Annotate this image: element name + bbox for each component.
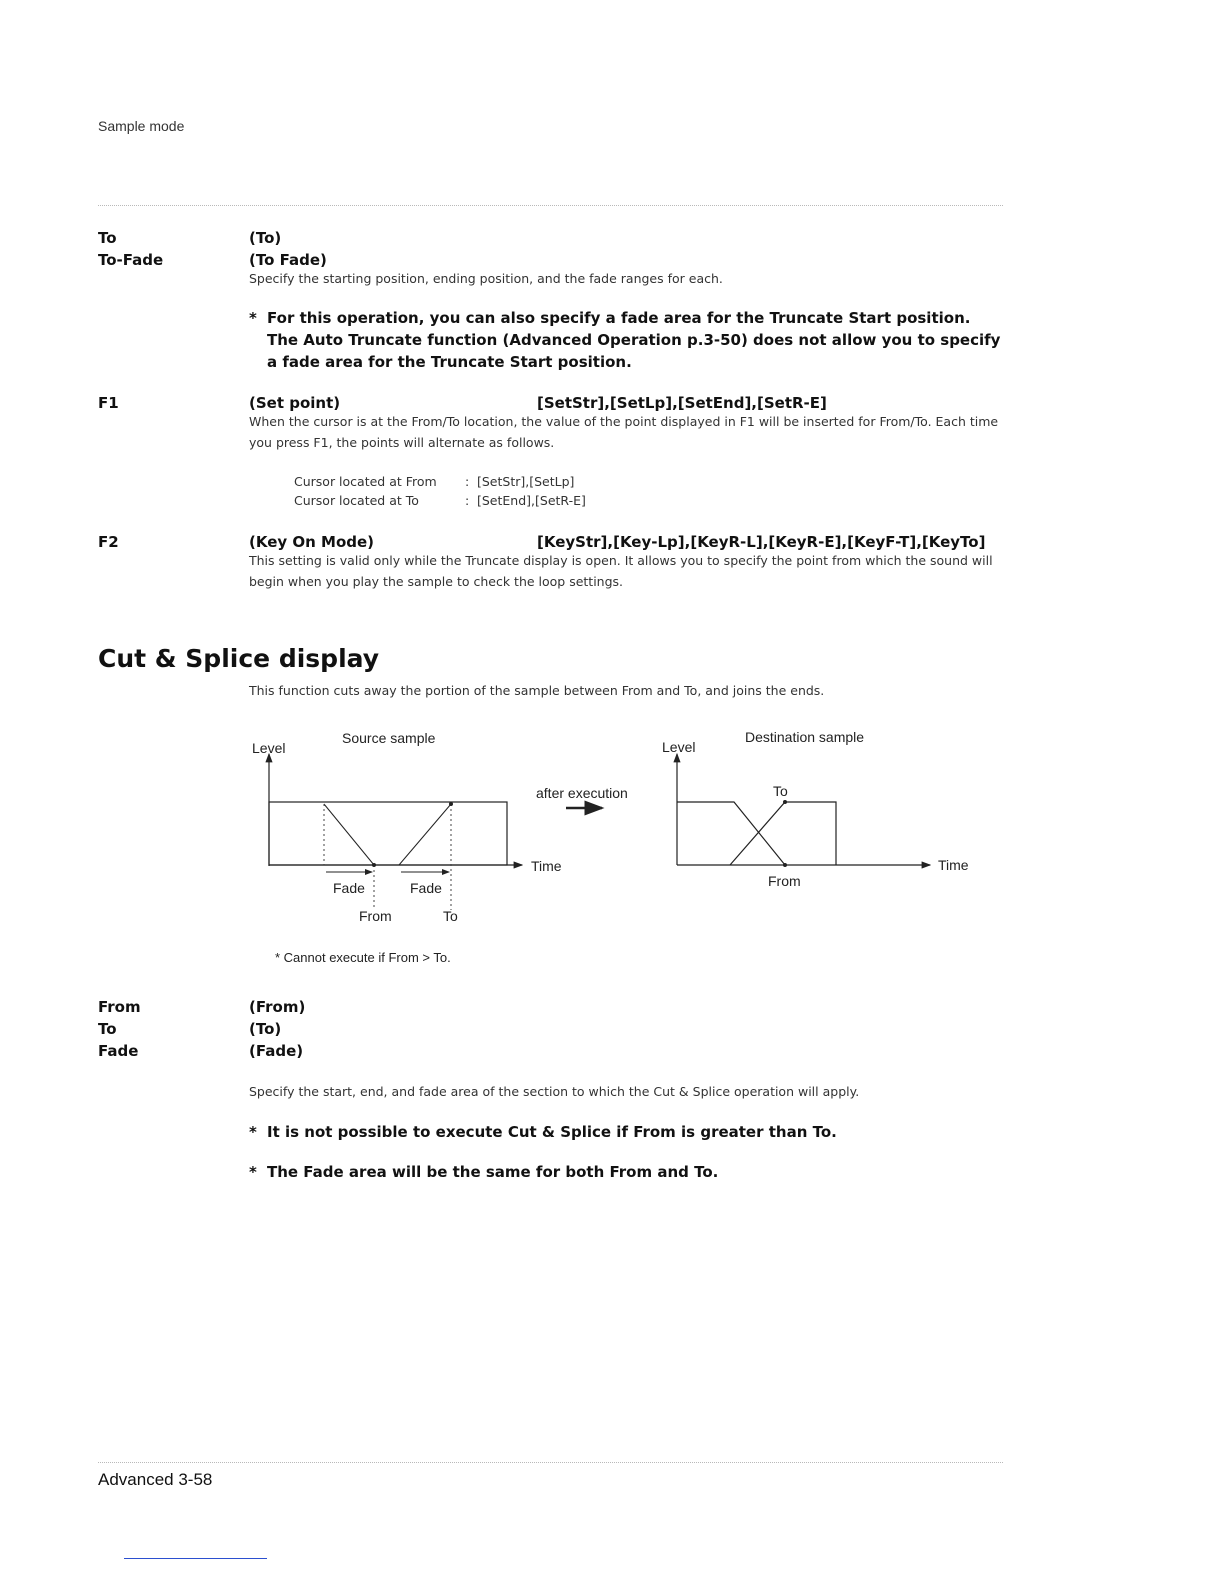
f2-description: This setting is valid only while the Truncate display is open. It allows you to specify the point from which the sound will begin when you play the sample to check the loop settings. [249, 553, 993, 589]
cut-splice-diagram [240, 720, 1000, 980]
source-to-point [449, 802, 453, 806]
dest-to-point [783, 800, 787, 804]
note-bullet: * [249, 1123, 257, 1141]
source-from-point [372, 863, 376, 867]
bottom-accent-line [124, 1558, 267, 1559]
param-desc-to-fade: Specify the starting position, ending position, and the fade ranges for each. [249, 271, 723, 286]
note-from-greater [249, 1121, 1003, 1143]
note-fade-same-text: The Fade area will be the same for both From and To. [267, 1163, 719, 1181]
f1-row-from-sep: : [465, 474, 470, 489]
f1-values: [SetStr],[SetLp],[SetEnd],[SetR-E] [537, 394, 827, 412]
source-fade-in-line [399, 804, 451, 865]
dest-title: Destination sample [745, 729, 865, 745]
note-bullet: * [249, 309, 257, 327]
note-truncate-text: For this operation, you can also specify a fade area for the Truncate Start position. The Auto Truncate function (Advanced Operation p.3-50) does not allow you to specify a fade area for the Truncate Start position. [267, 309, 1001, 371]
source-fade-out-line [324, 804, 374, 865]
dest-from-point [783, 863, 787, 867]
dest-fade-in-line [730, 802, 836, 865]
note-bullet: * [249, 1163, 257, 1181]
source-fade-label-2: Fade [410, 880, 442, 896]
param-label-from: (From) [249, 998, 306, 1016]
f1-label: (Set point) [249, 394, 341, 412]
param-term-to: To [98, 229, 117, 247]
source-to-label: To [443, 908, 458, 924]
f1-row-from-value: [SetStr],[SetLp] [477, 474, 575, 489]
diagram-caption: * Cannot execute if From > To. [275, 950, 451, 965]
f1-row-to-cond: Cursor located at To [294, 493, 419, 508]
section-title: Cut & Splice display [98, 644, 380, 673]
source-title: Source sample [342, 730, 436, 746]
f1-row-to-value: [SetEnd],[SetR-E] [477, 493, 586, 508]
param-term-to-fade: To-Fade [98, 251, 164, 269]
param-label-to-bottom: (To) [249, 1020, 282, 1038]
note-from-greater-text: It is not possible to execute Cut & Splice if From is greater than To. [267, 1123, 837, 1141]
section-intro: This function cuts away the portion of the sample between From and To, and joins the ends. [249, 683, 825, 698]
source-waveform-box [269, 802, 507, 865]
dest-to-label: To [773, 783, 788, 799]
param-label-fade: (Fade) [249, 1042, 304, 1060]
note-fade-same [249, 1161, 1003, 1183]
f1-row-from-cond: Cursor located at From [294, 474, 437, 489]
dest-from-label: From [768, 873, 801, 889]
f1-description: When the cursor is at the From/To location, the value of the point displayed in F1 will be inserted for From/To. Each time you press F1, the points will alternate as follows. [249, 414, 999, 450]
dest-level-label: Level [662, 739, 696, 755]
param-label-to: (To) [249, 229, 282, 247]
dest-time-label: Time [938, 857, 969, 873]
param-term-fade: Fade [98, 1042, 139, 1060]
source-from-label: From [359, 908, 392, 924]
note-truncate [249, 307, 1003, 373]
param-term-from: From [98, 998, 141, 1016]
f1-row-to-sep: : [465, 493, 470, 508]
param-label-to-fade: (To Fade) [249, 251, 327, 269]
source-level-label: Level [252, 740, 286, 756]
f1-term: F1 [98, 394, 119, 412]
param-term-to-bottom: To [98, 1020, 117, 1038]
bottom-divider [98, 1462, 1003, 1463]
source-time-label: Time [531, 858, 562, 874]
running-header: Sample mode [98, 118, 185, 134]
f2-label: (Key On Mode) [249, 533, 375, 551]
after-execution-label: after execution [536, 785, 628, 801]
source-fade-label-1: Fade [333, 880, 365, 896]
page-number: Advanced 3-58 [98, 1470, 213, 1489]
top-divider [98, 205, 1003, 206]
f2-term: F2 [98, 533, 119, 551]
dest-fade-out-line [677, 802, 785, 865]
f2-values: [KeyStr],[Key-Lp],[KeyR-L],[KeyR-E],[KeyF-T],[KeyTo] [537, 533, 986, 551]
bottom-description: Specify the start, end, and fade area of the section to which the Cut & Splice operation will apply. [249, 1084, 860, 1099]
